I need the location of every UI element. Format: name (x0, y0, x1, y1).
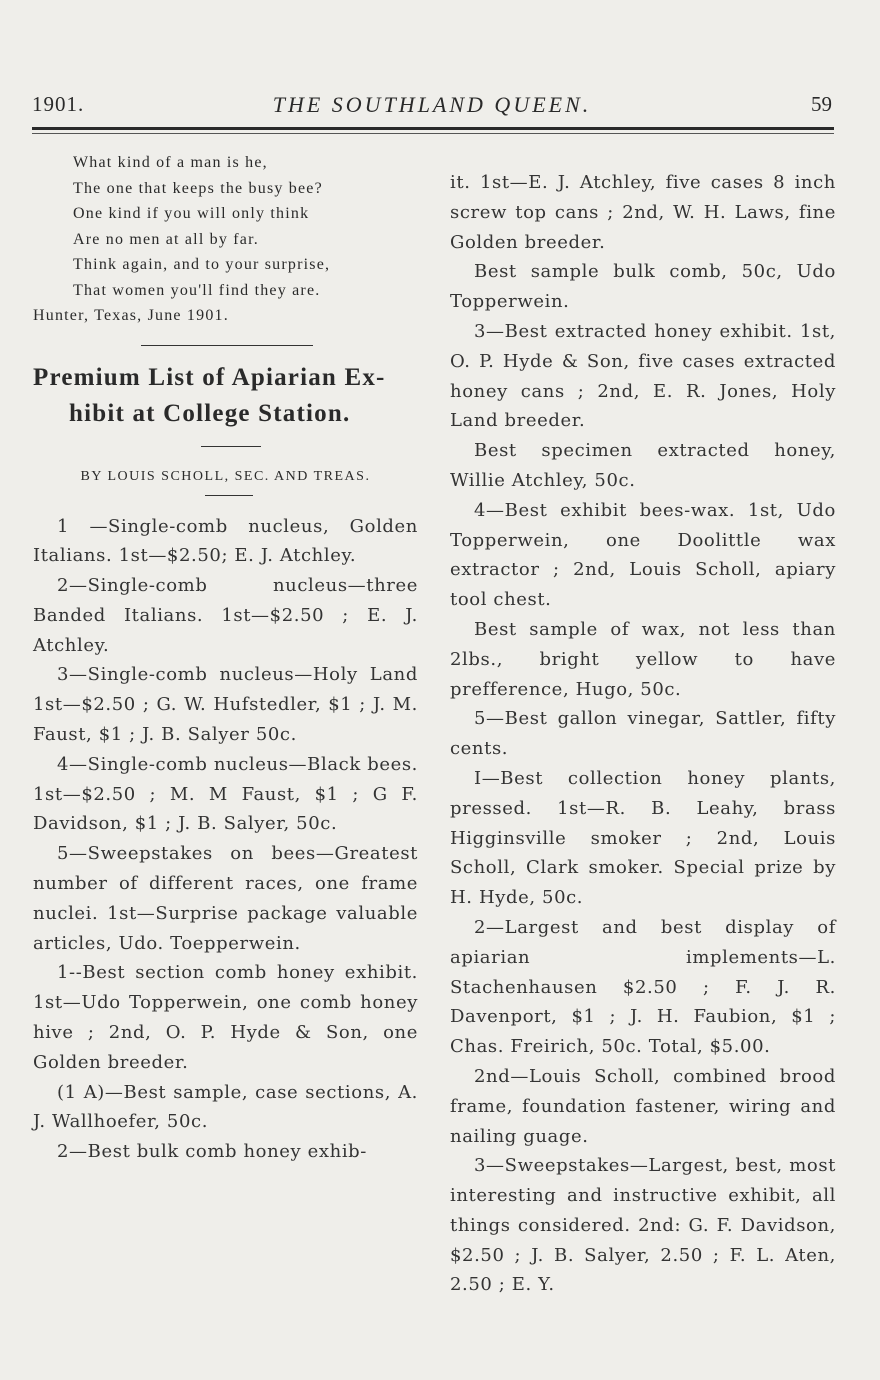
right-body (450, 168, 836, 1300)
section-divider (141, 345, 313, 346)
poem-line: The one that keeps the busy bee? (73, 179, 323, 197)
paragraph: Best sample bulk comb, 50c, Udo Topperwein. (450, 261, 836, 313)
header-rule-thick (32, 127, 834, 130)
page-number: 59 (811, 92, 832, 116)
running-header (32, 92, 832, 122)
left-column (33, 150, 418, 1167)
paragraph: 3—Best extracted honey exhibit. 1st, O. P. Hyde & Son, five cases extracted honey cans ; 2nd, E. R. Jones, Holy Land breeder. (450, 320, 836, 432)
paragraph: (1 A)—Best sample, case sections, A. J. Wallhoefer, 50c. (33, 1081, 418, 1133)
paragraph: 5—Best gallon vinegar, Sattler, fifty cents. (450, 708, 836, 760)
byline-divider (205, 495, 253, 496)
poem-line: Think again, and to your surprise, (73, 256, 331, 273)
paragraph-continued: it. 1st—E. J. Atchley, five cases 8 inch screw top cans ; 2nd, W. H. Laws, fine Golden breeder. (450, 172, 836, 253)
paragraph: 2—Single-comb nucleus—three Banded Italians. 1st—$2.50 ; E. J. Atchley. (33, 575, 418, 656)
poem-line: Are no men at all by far. (73, 230, 259, 248)
paragraph: 5—Sweepstakes on bees—Greatest number of different races, one frame nuclei. 1st—Surprise package valuable articles, Udo. Toepperwein. (33, 843, 418, 954)
article-title (33, 360, 418, 432)
right-column (450, 168, 836, 1300)
article-title-line2: hibit at College Station. (69, 399, 351, 427)
header-year: 1901. (32, 92, 85, 116)
paragraph: I—Best collection honey plants, pressed. 1st—R. B. Leahy, brass Higginsville smoker ; 2nd, Louis Scholl, Clark smoker. Special prize by H. Hyde, 50c. (450, 767, 836, 909)
left-body (33, 512, 418, 1168)
poem-signature: Hunter, Texas, June 1901. (33, 307, 229, 324)
paragraph: 4—Single-comb nucleus—Black bees. 1st—$2.50 ; M. M Faust, $1 ; G F. Davidson, $1 ; J. B. Salyer, 50c. (33, 753, 418, 835)
poem-line: What kind of a man is he, (73, 154, 268, 171)
paragraph: 2—Largest and best display of apiarian implements—L. Stachenhausen $2.50 ; F. J. R. Davenport, $1 ; J. H. Faubion, $1 ; Chas. Freirich, 50c. Total, $5.00. (450, 916, 836, 1058)
paragraph: Best specimen extracted honey, Willie Atchley, 50c. (450, 440, 836, 491)
paragraph: 2nd—Louis Scholl, combined brood frame, foundation fastener, wiring and nailing guage. (450, 1065, 836, 1147)
header-title: THE SOUTHLAND QUEEN. (272, 92, 592, 117)
article-title-line1: Premium List of Apiarian Ex- (33, 363, 386, 391)
paragraph: 2—Best bulk comb honey exhib- (57, 1141, 367, 1163)
paragraph: 3—Sweepstakes—Largest, best, most interesting and instructive exhibit, all things considered. 2nd: G. F. Davidson, $2.50 ; J. B. Salyer, 2.50 ; F. L. Aten, 2.50 ; E. Y. (450, 1155, 836, 1296)
paragraph: 3—Single-comb nucleus—Holy Land 1st—$2.50 ; G. W. Hufstedler, $1 ; J. M. Faust, $1 ; J. B. Salyer 50c. (33, 664, 418, 746)
poem-line: That women you'll find they are. (73, 281, 321, 299)
poem-line: One kind if you will only think (73, 205, 310, 222)
poem (33, 150, 418, 329)
byline: BY LOUIS SCHOLL, SEC. AND TREAS. (80, 468, 371, 484)
title-divider (201, 446, 261, 447)
paragraph: 4—Best exhibit bees-wax. 1st, Udo Topperwein, one Doolittle wax extractor ; 2nd, Louis Scholl, apiary tool chest. (450, 499, 836, 611)
paragraph: 1--Best section comb honey exhibit. 1st—Udo Topperwein, one comb honey hive ; 2nd, O. P. Hyde & Son, one Golden breeder. (33, 962, 418, 1073)
header-rule-thin (32, 133, 834, 134)
paragraph: 1 —Single-comb nucleus, Golden Italians. 1st—$2.50; E. J. Atchley. (33, 515, 418, 567)
paragraph: Best sample of wax, not less than 2lbs., bright yellow to have prefference, Hugo, 50c. (450, 618, 836, 700)
